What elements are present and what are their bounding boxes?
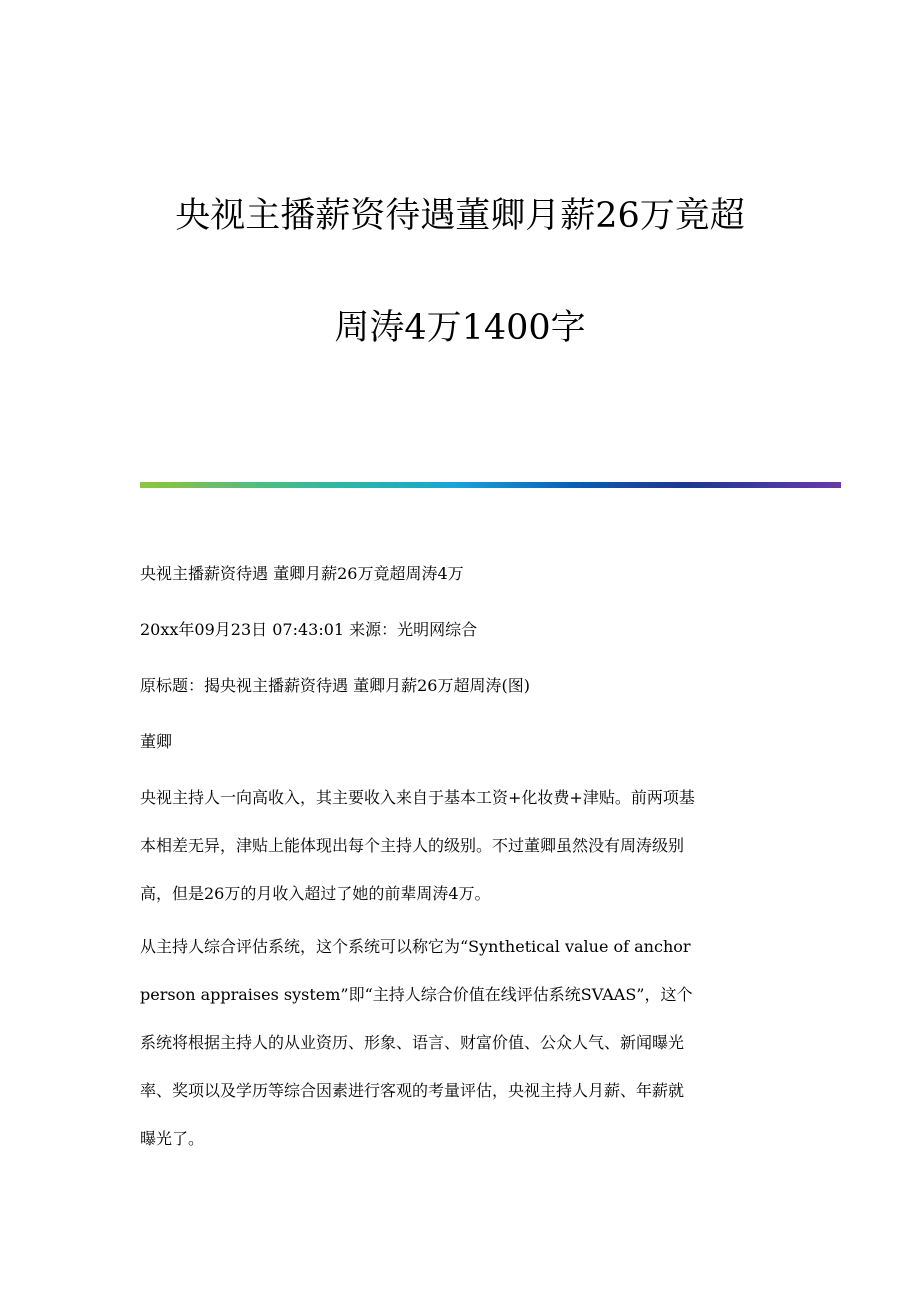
paragraph-line: 央视主持人一向高收入，其主要收入来自于基本工资+化妆费+津贴。前两项基 [140,788,695,807]
paragraph-line: person appraises system”即“主持人综合价值在线评估系统SVAAS”，这个 [140,985,693,1004]
gradient-divider [140,482,841,488]
document-title [0,188,920,356]
paragraph-line: 本相差无异，津贴上能体现出每个主持人的级别。不过董卿虽然没有周涛级别 [140,836,685,855]
paragraph-evaluation-system [140,935,780,1151]
article-body [140,562,780,1180]
paragraph-line: 原标题：揭央视主播薪资待遇 董卿月薪26万超周涛(图) [140,676,530,695]
paragraph-line: 曝光了。 [140,1129,205,1148]
paragraph-dateline [140,618,780,642]
paragraph-line: 率、奖项以及学历等综合因素进行客观的考量评估，央视主持人月薪、年薪就 [140,1081,685,1100]
title-line-1: 央视主播薪资待遇董卿月薪26万竟超 [175,196,745,236]
paragraph-line: 20xx年09月23日 07:43:01 来源：光明网综合 [140,620,478,639]
paragraph-line: 央视主播薪资待遇 董卿月薪26万竟超周涛4万 [140,564,464,583]
paragraph-line: 董卿 [140,732,173,751]
paragraph-line: 系统将根据主持人的从业资历、形象、语言、财富价值、公众人气、新闻曝光 [140,1033,685,1052]
paragraph-income [140,786,780,906]
paragraph-line: 从主持人综合评估系统，这个系统可以称它为“Synthetical value of anchor [140,937,691,956]
paragraph-original-title [140,674,780,698]
title-line-2: 周涛4万1400字 [334,308,586,348]
paragraph-name [140,730,780,754]
paragraph-headline [140,562,780,586]
paragraph-line: 高，但是26万的月收入超过了她的前辈周涛4万。 [140,884,491,903]
